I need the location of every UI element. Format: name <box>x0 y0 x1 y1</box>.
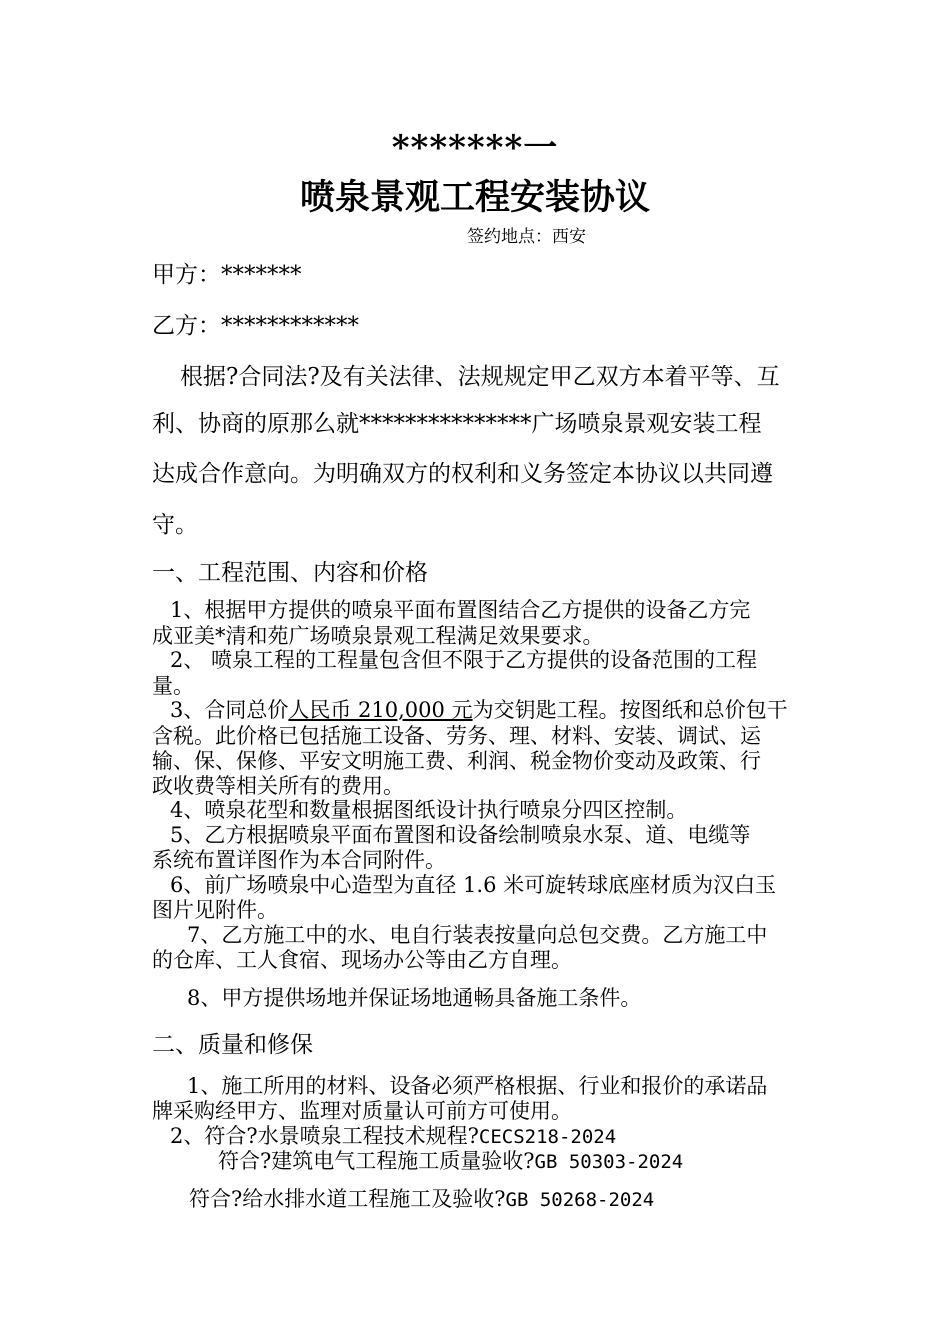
s1-item8: 8、甲方提供场地并保证场地通畅具备施工条件。 <box>187 986 642 1010</box>
s1-item3-line3: 输、保、保修、平安文明施工费、利润、税金物价变动及政策、行 <box>152 749 761 773</box>
s1-item3-line2: 含税。此价格已包括施工设备、劳务、理、材料、安装、调试、运 <box>152 724 761 748</box>
s1-item6-line2: 图片见附件。 <box>152 898 278 922</box>
s1-item5-line1: 5、乙方根据喷泉平面布置图和设备绘制喷泉水泵、道、电缆等 <box>170 823 751 847</box>
intro-line-3: 达成合作意向。为明确双方的权利和义务签定本协议以共同遵 <box>152 461 773 487</box>
document-title-line1: *******一 <box>391 128 559 168</box>
s1-item4: 4、喷泉花型和数量根据图纸设计执行喷泉分四区控制。 <box>170 798 688 822</box>
s1-item5-line2: 系统布置详图作为本合同附件。 <box>152 848 446 872</box>
s1-item3-post: 为交钥匙工程。按图纸和总价包干 <box>472 698 788 722</box>
intro-line-4: 守。 <box>152 512 198 538</box>
s2-standard-water <box>189 1186 654 1213</box>
s1-item3-line4: 政收费等相关所有的费用。 <box>152 774 404 798</box>
section1-heading: 一、工程范围、内容和价格 <box>152 560 428 586</box>
section2-heading: 二、质量和修保 <box>152 1032 313 1058</box>
party-b: 乙方：************ <box>152 313 359 339</box>
s2-std3-code: GB 50268-2024 <box>505 1189 655 1211</box>
signing-location: 签约地点：西安 <box>467 227 586 247</box>
s1-item2-line1: 2、 喷泉工程的工程量包含但不限于乙方提供的设备范围的工程 <box>170 648 758 672</box>
intro-line-1: 根据?合同法?及有关法律、法规规定甲乙双方本着平等、互 <box>180 364 780 390</box>
s1-item1-line2: 成亚美*清和苑广场喷泉景观工程满足效果要求。 <box>152 624 604 648</box>
s1-item6-line1: 6、前广场喷泉中心造型为直径 1.6 米可旋转球底座材质为汉白玉 <box>170 873 777 897</box>
s1-item3-line1 <box>170 697 788 723</box>
s2-item1-line1: 1、施工所用的材料、设备必须严格根据、行业和报价的承诺品 <box>187 1074 768 1098</box>
s2-item2-code: CECS218-2024 <box>478 1126 617 1148</box>
s1-item7-line2: 的仓库、工人食宿、现场办公等由乙方自理。 <box>152 948 572 972</box>
document-title: 喷泉景观工程安装协议 <box>299 177 650 218</box>
s2-std2-text: 符合?建筑电气工程施工质量验收? <box>218 1149 535 1173</box>
s1-item3-pre: 3、合同总价 <box>170 698 289 722</box>
s2-item1-line2: 牌采购经甲方、监理对质量认可前方可使用。 <box>152 1099 572 1123</box>
s2-std3-text: 符合?给水排水道工程施工及验收? <box>189 1187 506 1211</box>
s1-item1-line1: 1、根据甲方提供的喷泉平面布置图结合乙方提供的设备乙方完 <box>170 598 751 622</box>
s2-standard-electrical <box>218 1148 683 1175</box>
s1-item2-line2: 量。 <box>152 674 194 698</box>
s2-std2-code: GB 50303-2024 <box>534 1151 684 1173</box>
intro-line-2: 利、协商的原那么就***************广场喷泉景观安装工程 <box>152 411 762 437</box>
contract-total-price: 人民币 210,000 元 <box>288 698 473 722</box>
party-a: 甲方：******* <box>152 262 302 288</box>
s2-item2-text: 2、符合?水景喷泉工程技术规程? <box>170 1124 479 1148</box>
s2-item2 <box>170 1123 616 1150</box>
s1-item7-line1: 7、乙方施工中的水、电自行装表按量向总包交费。乙方施工中 <box>187 923 768 947</box>
